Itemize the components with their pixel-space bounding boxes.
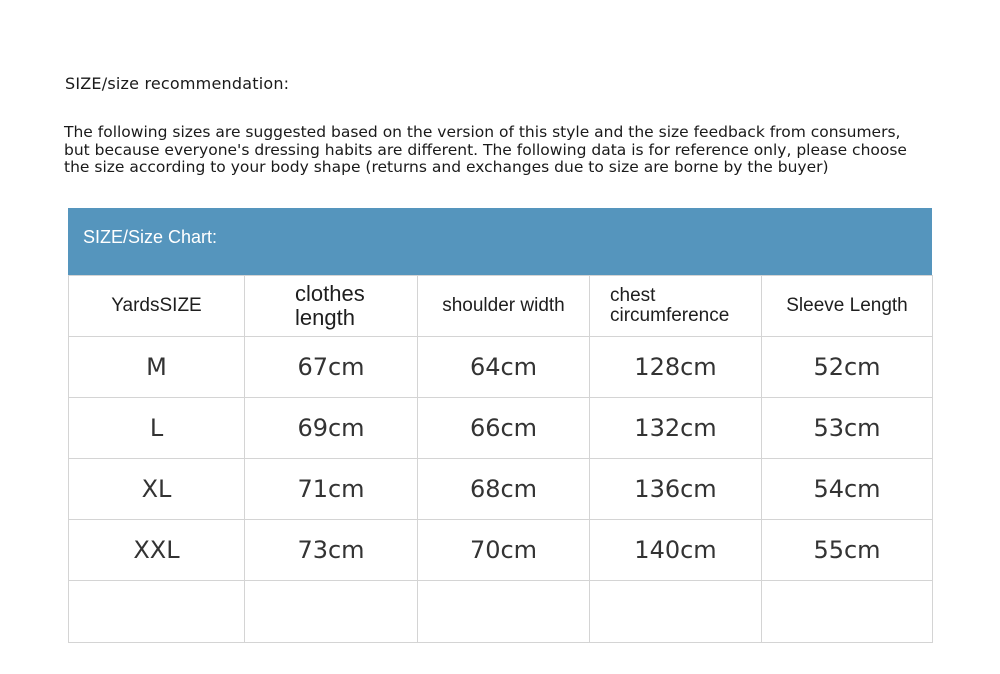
empty-cell [245, 581, 418, 643]
empty-table-row [69, 581, 933, 643]
empty-cell [762, 581, 933, 643]
shoulder-width-cell: 64cm [418, 337, 590, 398]
clothes-length-cell: 67cm [245, 337, 418, 398]
size-chart-title: SIZE/Size Chart: [83, 227, 218, 247]
size-cell: XXL [69, 520, 245, 581]
sleeve-length-cell: 54cm [762, 459, 933, 520]
size-table [68, 275, 933, 643]
table-row [69, 520, 933, 581]
shoulder-width-cell: 66cm [418, 398, 590, 459]
size-cell: XL [69, 459, 245, 520]
size-cell: M [69, 337, 245, 398]
table-header-row [69, 276, 933, 337]
clothes-length-cell: 73cm [245, 520, 418, 581]
column-header-line: chest [610, 285, 656, 306]
table-row [69, 337, 933, 398]
shoulder-width-cell: 70cm [418, 520, 590, 581]
chest-circumference-cell: 132cm [590, 398, 762, 459]
sleeve-length-cell: 55cm [762, 520, 933, 581]
size-recommendation-text [64, 124, 944, 177]
column-header-line: length [295, 305, 355, 330]
chest-circumference-cell: 128cm [590, 337, 762, 398]
size-cell: L [69, 398, 245, 459]
clothes-length-cell: 69cm [245, 398, 418, 459]
size-chart [68, 208, 932, 647]
size-recommendation-title: SIZE/size recommendation: [65, 74, 290, 93]
column-header-sleeve-length: Sleeve Length [762, 276, 933, 337]
recommendation-line: the size according to your body shape (returns and exchanges due to size are borne by the buyer) [64, 158, 829, 176]
column-header-line: circumference [610, 305, 730, 326]
clothes-length-cell: 71cm [245, 459, 418, 520]
shoulder-width-cell: 68cm [418, 459, 590, 520]
column-header-size: YardsSIZE [69, 276, 245, 337]
empty-cell [590, 581, 762, 643]
size-chart-header [68, 208, 932, 275]
sleeve-length-cell: 52cm [762, 337, 933, 398]
column-header-line: clothes [295, 281, 365, 306]
empty-cell [418, 581, 590, 643]
table-row [69, 459, 933, 520]
recommendation-line: The following sizes are suggested based on the version of this style and the size feedback from consumers, [64, 123, 901, 141]
column-header-clothes-length [245, 276, 418, 337]
column-header-chest-circumference [590, 276, 762, 337]
table-row [69, 398, 933, 459]
empty-cell [69, 581, 245, 643]
sleeve-length-cell: 53cm [762, 398, 933, 459]
recommendation-line: but because everyone's dressing habits are different. The following data is for reference only, please choose [64, 140, 907, 159]
chest-circumference-cell: 136cm [590, 459, 762, 520]
column-header-shoulder-width: shoulder width [418, 276, 590, 337]
chest-circumference-cell: 140cm [590, 520, 762, 581]
